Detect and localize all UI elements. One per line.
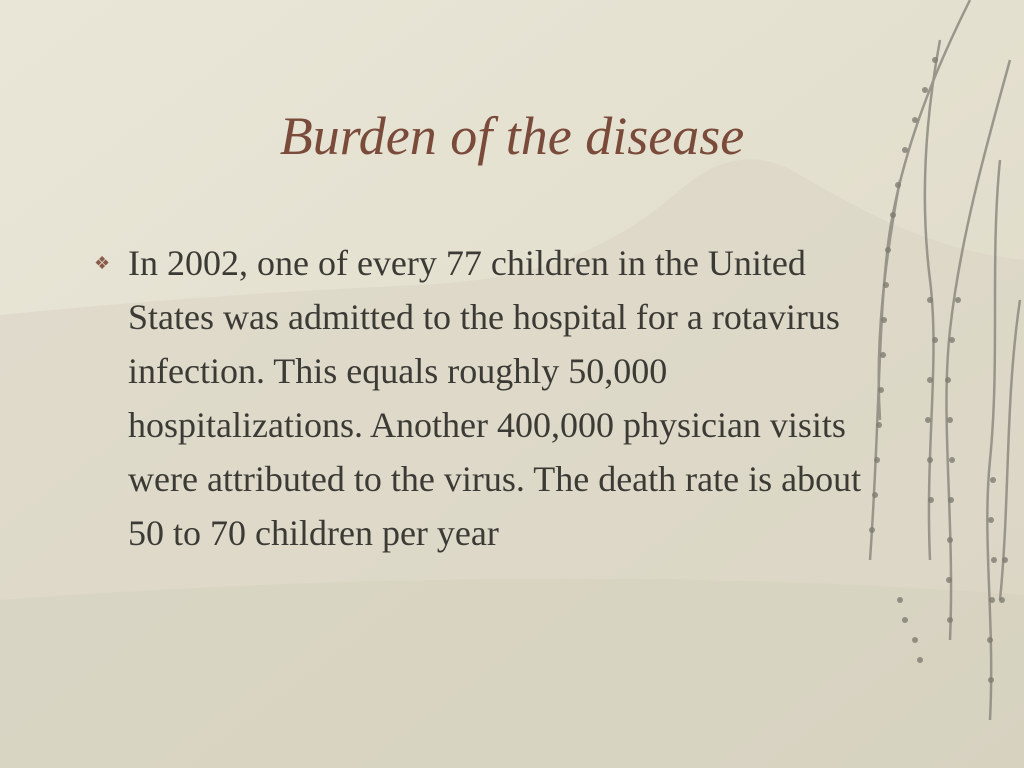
bullet-text: In 2002, one of every 77 children in the United States was admitted to the hospital for a rotavirus infection. This equals roughly 50,000 hospitalizations. Another 400,000 physician visits were attributed to the virus. The death rate is about 50 to 70 children per year xyxy=(128,243,862,553)
slide-title: Burden of the disease xyxy=(279,106,745,166)
slide-body xyxy=(92,236,892,560)
bullet-item xyxy=(92,236,892,560)
diamond-bullet-icon: ❖ xyxy=(94,253,111,273)
